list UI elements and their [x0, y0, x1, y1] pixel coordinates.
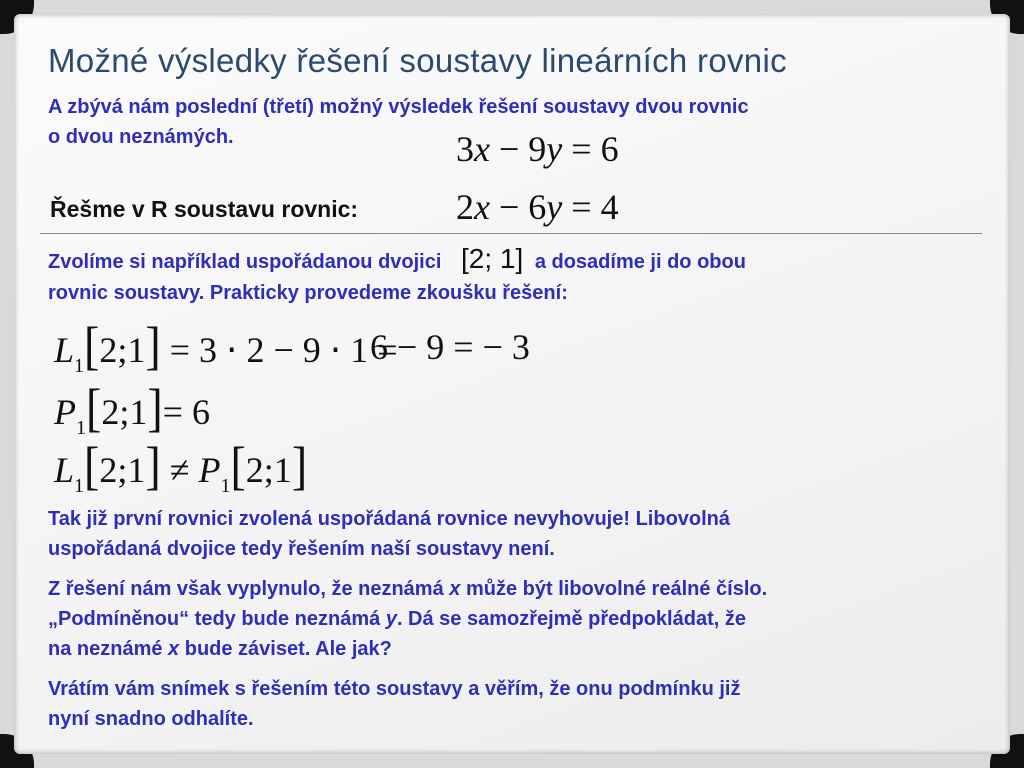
equation-1: 3x − 9y = 6 — [456, 129, 619, 169]
check-row-3: $L_1[2;1]$ ≠ $P_1[2;1]$ — [54, 436, 308, 497]
check-row-1-result: 6 − 9 = − 3 — [370, 327, 530, 367]
conclusion-1-line-1: Tak již první rovnici zvolená uspořádaná rovnice nevyhovuje! Libovolná — [48, 508, 731, 530]
intro-line-2: o dvou neznámých. — [48, 126, 234, 148]
conclusion-1-line-2: uspořádaná dvojice tedy řešením naší soustavy není. — [48, 538, 555, 560]
divider — [40, 233, 982, 234]
system-label: Řešme v R soustavu rovnic: — [50, 196, 359, 222]
conclusion-2-line-2: „Podmíněnou“ tedy bude neznámá y. Dá se samozřejmě předpokládat, že — [48, 608, 746, 630]
intro-line-1: A zbývá nám poslední (třetí) možný výsledek řešení soustavy dvou rovnic — [48, 96, 749, 118]
equation-2: 2x − 6y = 4 — [456, 187, 619, 227]
conclusion-2-line-3: na neznámé x bude záviset. Ale jak? — [48, 638, 392, 660]
slide-title: Možné výsledky řešení soustavy lineárních rovnic — [48, 42, 787, 79]
check-row-2: $P_1[2;1]= 6$ — [54, 378, 210, 439]
choose-line-2: rovnic soustavy. Prakticky provedeme zkoušku řešení: — [48, 282, 568, 304]
conclusion-2-line-1: Z řešení nám však vyplynulo, že neznámá x může být libovolné reálné číslo. — [48, 578, 768, 600]
check-row-1: $L_1[2;1] = 3 \cdot 2 - 9 \cdot 1$ = — [54, 316, 398, 377]
closing-line-2: nyní snadno odhalíte. — [48, 708, 254, 730]
choose-line-1: Zvolíme si například uspořádanou dvojici [2; 1] a dosadíme ji do obou — [48, 243, 746, 274]
closing-line-1: Vrátím vám snímek s řešením této soustavy a věřím, že onu podmínku již — [48, 678, 741, 700]
ordered-pair: [2; 1] — [460, 243, 524, 274]
